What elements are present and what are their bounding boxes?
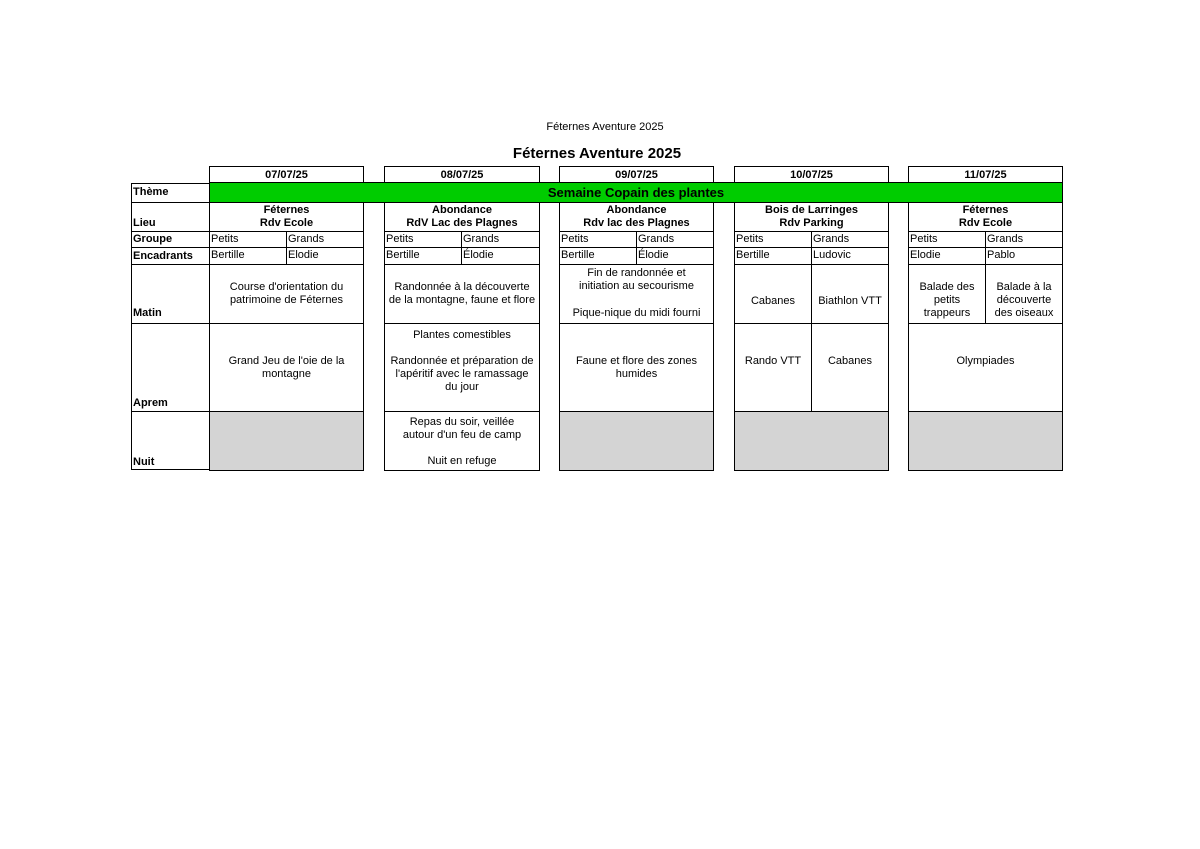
lieu-rdv: Rdv Ecole xyxy=(958,217,1013,229)
groupe-grands: Grands xyxy=(636,231,714,248)
encadrant: Elodie xyxy=(286,247,364,265)
groupe-petits: Petits xyxy=(209,231,287,248)
lieu-rdv: Rdv Ecole xyxy=(259,217,314,229)
activity-nuit-empty xyxy=(908,411,1063,471)
activity-nuit xyxy=(384,411,540,471)
activity-matin-petits xyxy=(734,264,812,324)
groupe-petits: Petits xyxy=(734,231,812,248)
activity-aprem xyxy=(384,323,540,412)
sheet-title: Féternes Aventure 2025 xyxy=(512,145,682,162)
activity-text: Nuit en refuge xyxy=(427,455,497,467)
row-label-encadrants: Encadrants xyxy=(133,250,193,262)
activity-text: Repas du soir, veillée autour d'un feu de camp xyxy=(402,416,522,441)
activity-nuit-empty xyxy=(209,411,364,471)
activity-aprem xyxy=(908,323,1063,412)
activity-matin-grands xyxy=(985,264,1063,324)
activity-matin xyxy=(559,264,714,324)
activity-text: Balade à la découverte des oiseaux xyxy=(994,281,1054,319)
groupe-grands: Grands xyxy=(811,231,889,248)
row-label-groupe: Groupe xyxy=(133,233,173,245)
activity-matin-petits xyxy=(908,264,986,324)
activity-text: Fin de randonnée et initiation au secourisme xyxy=(579,267,694,292)
day-date: 07/07/25 xyxy=(209,166,364,183)
lieu-rdv: RdV Lac des Plagnes xyxy=(406,217,518,229)
lieu-rdv: Rdv Parking xyxy=(779,217,844,229)
activity-text: Faune et flore des zones humides xyxy=(575,355,698,380)
encadrant: Élodie xyxy=(461,247,540,265)
row-label-nuit: Nuit xyxy=(133,456,155,468)
day-lieu xyxy=(209,202,364,232)
activity-text: Course d'orientation du patrimoine de Féternes xyxy=(229,281,344,306)
encadrant: Ludovic xyxy=(811,247,889,265)
day-date: 10/07/25 xyxy=(734,166,889,183)
activity-text: Grand Jeu de l'oie de la montagne xyxy=(228,355,345,380)
lieu-place: Bois de Larringes xyxy=(765,204,858,216)
day-lieu xyxy=(384,202,540,232)
day-date: 11/07/25 xyxy=(908,166,1063,183)
activity-nuit-empty xyxy=(559,411,714,471)
activity-aprem-petits xyxy=(734,323,812,412)
encadrant: Bertille xyxy=(384,247,462,265)
lieu-rdv: Rdv lac des Plagnes xyxy=(583,217,690,229)
page-header: Féternes Aventure 2025 xyxy=(546,121,664,133)
encadrant: Bertille xyxy=(559,247,637,265)
row-label-lieu: Lieu xyxy=(133,217,156,229)
row-label-aprem: Aprem xyxy=(133,397,168,409)
activity-text: Pique-nique du midi fourni xyxy=(572,307,701,319)
theme-text: Semaine Copain des plantes xyxy=(547,185,725,200)
groupe-petits: Petits xyxy=(559,231,637,248)
activity-aprem xyxy=(559,323,714,412)
groupe-grands: Grands xyxy=(461,231,540,248)
activity-matin-grands xyxy=(811,264,889,324)
row-label-matin: Matin xyxy=(133,307,162,319)
groupe-grands: Grands xyxy=(286,231,364,248)
row-label-theme: Thème xyxy=(133,186,169,198)
day-lieu xyxy=(908,202,1063,232)
activity-text: Plantes comestibles xyxy=(413,329,511,341)
activity-matin xyxy=(384,264,540,324)
activity-aprem xyxy=(209,323,364,412)
activity-matin xyxy=(209,264,364,324)
activity-aprem-grands xyxy=(811,323,889,412)
day-date: 09/07/25 xyxy=(559,166,714,183)
encadrant: Bertille xyxy=(734,247,812,265)
lieu-place: Abondance xyxy=(606,204,667,216)
encadrant: Bertille xyxy=(209,247,287,265)
theme-band xyxy=(209,182,1063,203)
activity-text: Cabanes xyxy=(827,355,873,367)
encadrant: Elodie xyxy=(908,247,986,265)
day-lieu xyxy=(559,202,714,232)
day-lieu xyxy=(734,202,889,232)
activity-nuit-empty xyxy=(734,411,889,471)
day-date: 08/07/25 xyxy=(384,166,540,183)
activity-text: Olympiades xyxy=(956,355,1015,367)
activity-text: Cabanes xyxy=(750,295,796,307)
lieu-place: Féternes xyxy=(962,204,1009,216)
activity-text: Rando VTT xyxy=(744,355,802,367)
groupe-grands: Grands xyxy=(985,231,1063,248)
activity-text: Biathlon VTT xyxy=(818,295,882,307)
groupe-petits: Petits xyxy=(908,231,986,248)
encadrant: Élodie xyxy=(636,247,714,265)
activity-text: Randonnée et préparation de l'apéritif avec le ramassage du jour xyxy=(390,355,534,393)
activity-text: Balade des petits trappeurs xyxy=(919,281,975,319)
lieu-place: Féternes xyxy=(263,204,310,216)
encadrant: Pablo xyxy=(985,247,1063,265)
lieu-place: Abondance xyxy=(432,204,492,216)
groupe-petits: Petits xyxy=(384,231,462,248)
activity-text: Randonnée à la découverte de la montagne, faune et flore xyxy=(388,281,536,306)
